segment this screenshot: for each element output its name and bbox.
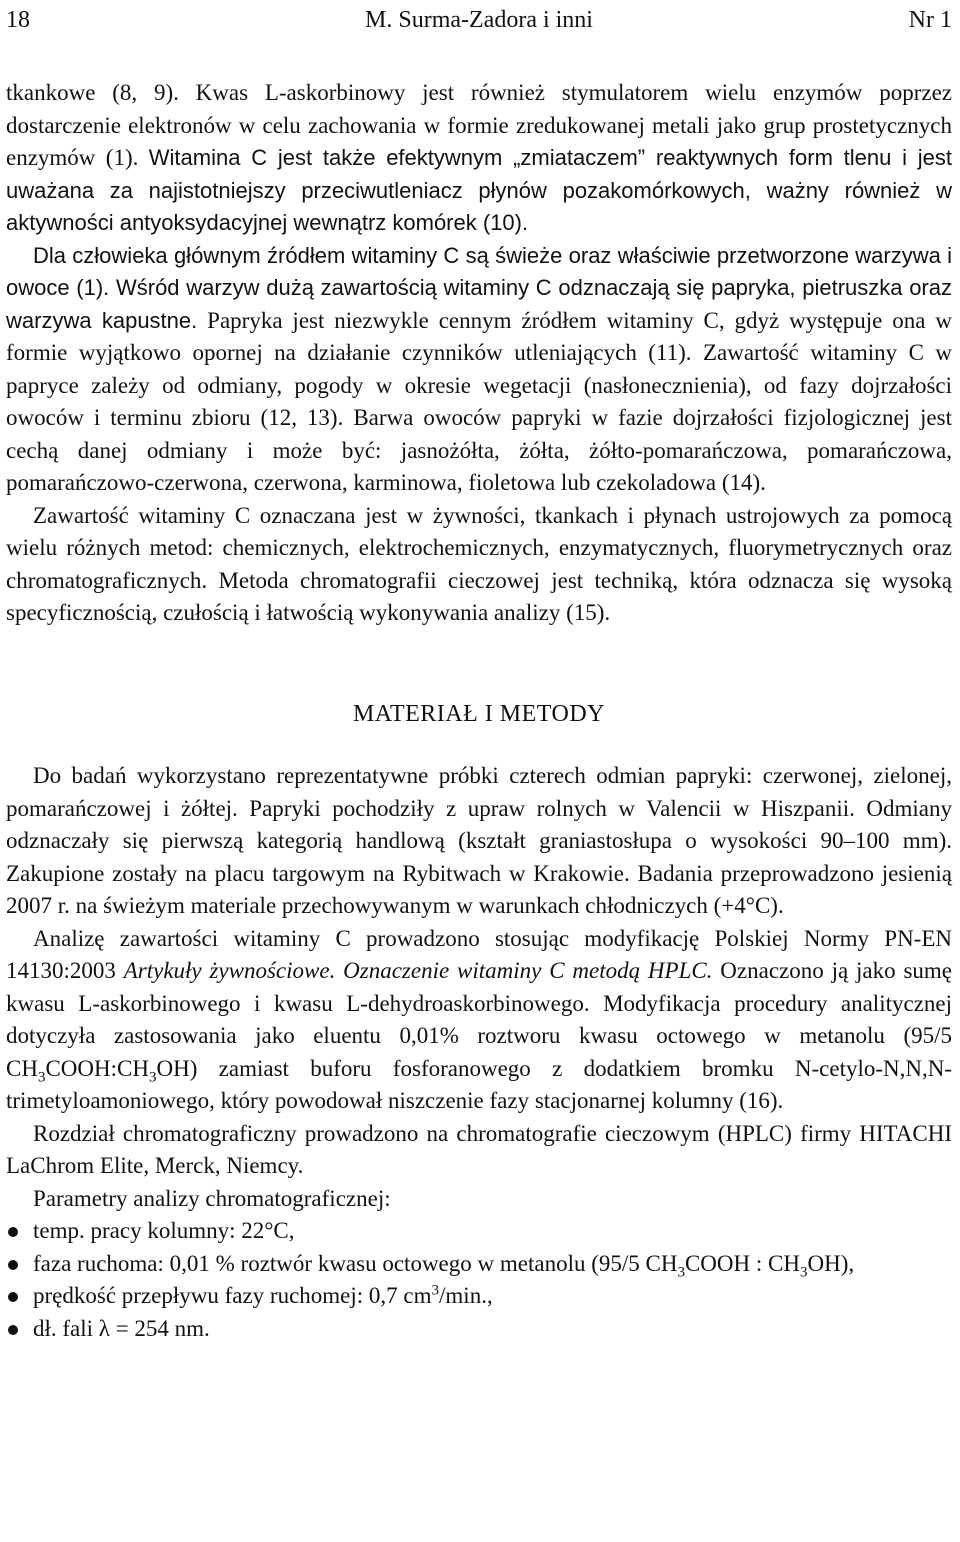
methods-paragraph-3: Rozdział chromatograficzny prowadzono na chromatografie cieczowym (HPLC) firmy HITACHI LaChrom Elite, Merck, Niemcy. [6,1120,952,1178]
methods-text-4: OH) zamiast buforu fosforanowego z dodatkiem bromku N-cetylo-N,N,N-trimetyloamoniowego, który powodował niszczenie fazy stacjonarnej kolumny (16). [6,1055,952,1113]
standard-title: Artykuły żywnościowe. Oznaczenie witaminy C metodą HPLC. [123,958,713,983]
parameters-list [6,1215,952,1345]
intro-paragraph-3: Zawartość witaminy C oznaczana jest w żywności, tkankach i płynach ustrojowych za pomocą wielu różnych metod: chemicznych, elektrochemicznych, enzymatycznych, fluorymetrycznych oraz chromatograficznych. Metoda chromatografii cieczowej jest techniką, która odznacza się wysoką specyficznością, czułością i łatwością wykonywania analizy (15). [6,502,952,625]
list-item [6,1280,952,1313]
superscript: 3 [431,1282,440,1299]
subscript: 3 [37,1069,46,1086]
methods-text-3: COOH:CH [45,1055,149,1081]
intro-text-sans: Witamina C jest także efektywnym „zmiataczem” reaktywnych form tlenu i jest uważana za najistotniejszy przeciwutleniacz płynów pozakomórkowych, ważny również w aktywności antyoksydacyjnej wewnątrz komórek (10). [6,145,952,235]
list-item [6,1248,952,1281]
bullet-icon [8,1325,18,1335]
list-item-text: faza ruchoma: 0,01 % roztwór kwasu octowego w metanolu (95/5 CH [33,1250,678,1276]
methods-paragraph-1: Do badań wykorzystano reprezentatywne próbki czterech odmian papryki: czerwonej, zielonej, pomarańczowej i żółtej. Papryki pochodziły z upraw rolnych w Valencii w Hiszpanii. Odmiany odznaczały się pierwszą kategorią handlową (kształt graniastosłupa o wysokości 90–100 mm). Zakupione zostały na placu targowym na Rybitwach w Krakowie. Badania przeprowadzono jesienią 2007 r. na świeżym materiale przechowywanym w warunkach chłodniczych (+4°C). [6,763,952,918]
methods-paragraph-2 [6,923,952,1118]
subscript: 3 [799,1264,808,1281]
issue-number: Nr 1 [908,7,952,33]
subscript: 3 [148,1069,157,1086]
bullet-icon [8,1292,18,1302]
intro-text-serif-2: Papryka jest niezwykle cennym źródłem witaminy C, gdyż występuje ona w formie wyjątkowo opornej na działanie czynników utleniających (11). Zawartość witaminy C w papryce zależy od odmiany, pogody w okresie wegetacji (nasłonecznienia), od fazy dojrzałości owoców i terminu zbioru (12, 13). Barwa owoców papryki w fazie dojrzałości fizjologicznej jest cechą danej odmiany i może być: jasnożółta, żółta, żółto-pomarańczowa, pomarańczowa, pomarańczowo-czerwona, czerwona, karminowa, fioletowa lub czekoladowa (14). [6,307,952,495]
running-header [6,2,952,38]
list-item-text: prędkość przepływu fazy ruchomej: 0,7 cm [33,1283,432,1308]
list-item [6,1313,952,1346]
list-item-text: temp. pracy kolumny: 22°C, [33,1218,295,1243]
list-item [6,1215,952,1248]
list-item-text: OH), [807,1250,855,1276]
intro-paragraph-2 [6,240,952,500]
running-title: M. Surma-Zadora i inni [365,7,593,33]
bullet-icon [8,1260,18,1270]
bullet-icon [8,1227,18,1237]
methods-text: Analizę zawartości witaminy C prowadzono stosując modyfikację Polskiej Normy PN-EN 14130:2003 [6,925,952,983]
article-body [6,77,952,1345]
page-number: 18 [6,7,30,33]
parameters-title: Parametry analizy chromatograficznej: [33,1185,391,1211]
section-heading: MATERIAŁ I METODY [352,700,606,727]
intro-paragraph-1 [6,77,952,240]
methods-text-2: Oznaczono ją jako sumę kwasu L-askorbinowego i kwasu L-dehydroaskorbinowego. Modyfikacja procedury analitycznej dotyczyła zastosowania jako eluentu 0,01% roztworu kwasu octowego w metanolu (95/5 CH [6,958,953,1081]
intro-text-sans-2: Dla człowieka głównym źródłem witaminy C są świeże oraz właściwie przetworzone warzywa i owoce (1). Wśród warzyw dużą zawartością witaminy C odznaczają się papryka, pietruszka oraz warzywa kapustne. [6,242,952,333]
list-item-text: dł. fali λ = 254 nm. [33,1315,210,1341]
list-item-text: /min., [439,1283,493,1308]
intro-text-serif: tkankowe (8, 9). Kwas L-askorbinowy jest również stymulatorem wielu enzymów poprzez dostarczenie elektronów w celu zachowania w formie zredukowanej metali jako grup prostetycznych enzymów (1). [6,80,952,170]
subscript: 3 [677,1264,685,1281]
list-item-text: COOH : CH [684,1250,800,1276]
